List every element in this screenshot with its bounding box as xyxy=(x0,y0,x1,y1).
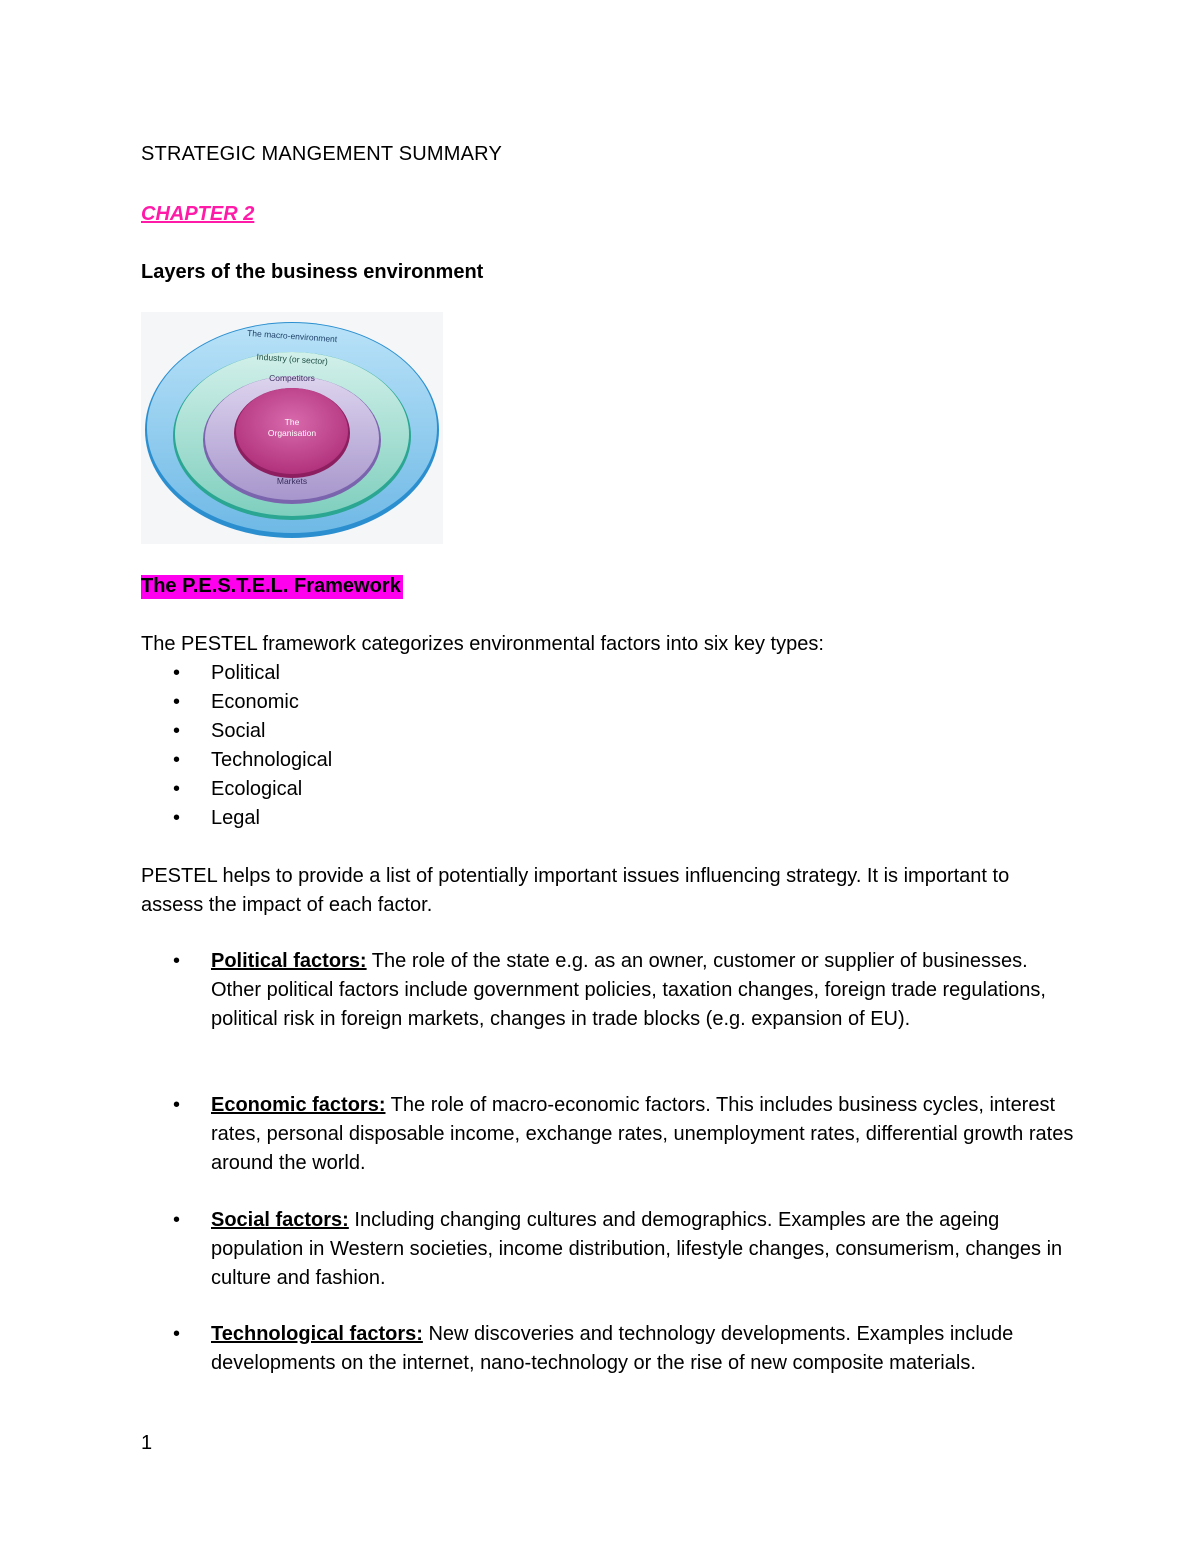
document-title: STRATEGIC MANGEMENT SUMMARY xyxy=(141,143,502,165)
pestel-type: Economic xyxy=(211,691,299,713)
bullet: • xyxy=(173,1209,181,1231)
bullet: • xyxy=(173,1094,181,1116)
bullet: • xyxy=(173,1323,181,1345)
factor-text: Including changing cultures and demographics. Examples are the ageing population in Western societies, income distribution, lifestyle changes, consumerism, changes in culture and fashion. xyxy=(211,1209,1063,1289)
factor-political xyxy=(141,947,1081,1034)
list-item xyxy=(141,690,332,719)
pestel-types-list xyxy=(141,661,332,835)
list-item xyxy=(141,777,332,806)
business-environment-layers-diagram xyxy=(141,312,443,544)
list-item xyxy=(141,806,332,835)
pestel-type: Technological xyxy=(211,749,333,771)
bullet: • xyxy=(173,749,181,771)
section-title: Layers of the business environment xyxy=(141,261,484,283)
bullet: • xyxy=(173,691,181,713)
pestel-type: Political xyxy=(211,662,280,684)
pestel-type: Social xyxy=(211,720,266,742)
bullet: • xyxy=(173,778,181,800)
factor-text: The role of macro-economic factors. This includes business cycles, interest rates, personal disposable income, exchange rates, unemployment rates, differential growth rates around the world. xyxy=(211,1094,1074,1174)
bullet: • xyxy=(173,662,181,684)
list-item xyxy=(141,719,332,748)
pestel-intro: The PESTEL framework categorizes environmental factors into six key types: xyxy=(141,633,824,655)
factor-text: The role of the state e.g. as an owner, customer or supplier of businesses. Other political factors include government policies, taxation changes, foreign trade regulations, political risk in foreign markets, changes in trade blocks (e.g. expansion of EU). xyxy=(211,950,1046,1030)
chapter-heading: CHAPTER 2 xyxy=(141,203,255,225)
organisation-label-line: Organisation xyxy=(267,428,317,438)
bullet: • xyxy=(173,720,181,742)
factor-economic xyxy=(141,1091,1081,1178)
factor-label: Economic factors: xyxy=(211,1094,386,1116)
pestel-type: Ecological xyxy=(211,778,303,800)
list-item xyxy=(141,661,332,690)
list-item xyxy=(141,748,332,777)
label-industry: Industry (or sector) xyxy=(256,351,329,367)
pestel-heading: The P.E.S.T.E.L. Framework xyxy=(141,575,401,597)
factor-label: Social factors: xyxy=(211,1209,349,1231)
factor-label: Political factors: xyxy=(211,950,367,972)
organisation-label-line: The xyxy=(284,417,300,427)
factor-technological xyxy=(141,1320,1081,1378)
bullet: • xyxy=(173,950,181,972)
page-number: 1 xyxy=(141,1432,153,1454)
bullet: • xyxy=(173,807,181,829)
label-macro-environment: The macro-environment xyxy=(246,327,338,345)
factor-social xyxy=(141,1206,1081,1293)
factor-text: New discoveries and technology developments. Examples include developments on the internet, nano-technology or the rise of new composite materials. xyxy=(211,1323,1014,1374)
pestel-help-paragraph: PESTEL helps to provide a list of potentially important issues influencing strategy. It is important to assess the impact of each factor. xyxy=(141,865,1010,916)
label-markets: Markets xyxy=(276,476,308,486)
label-competitors: Competitors xyxy=(269,373,315,383)
pestel-type: Legal xyxy=(211,807,260,829)
factor-label: Technological factors: xyxy=(211,1323,423,1345)
